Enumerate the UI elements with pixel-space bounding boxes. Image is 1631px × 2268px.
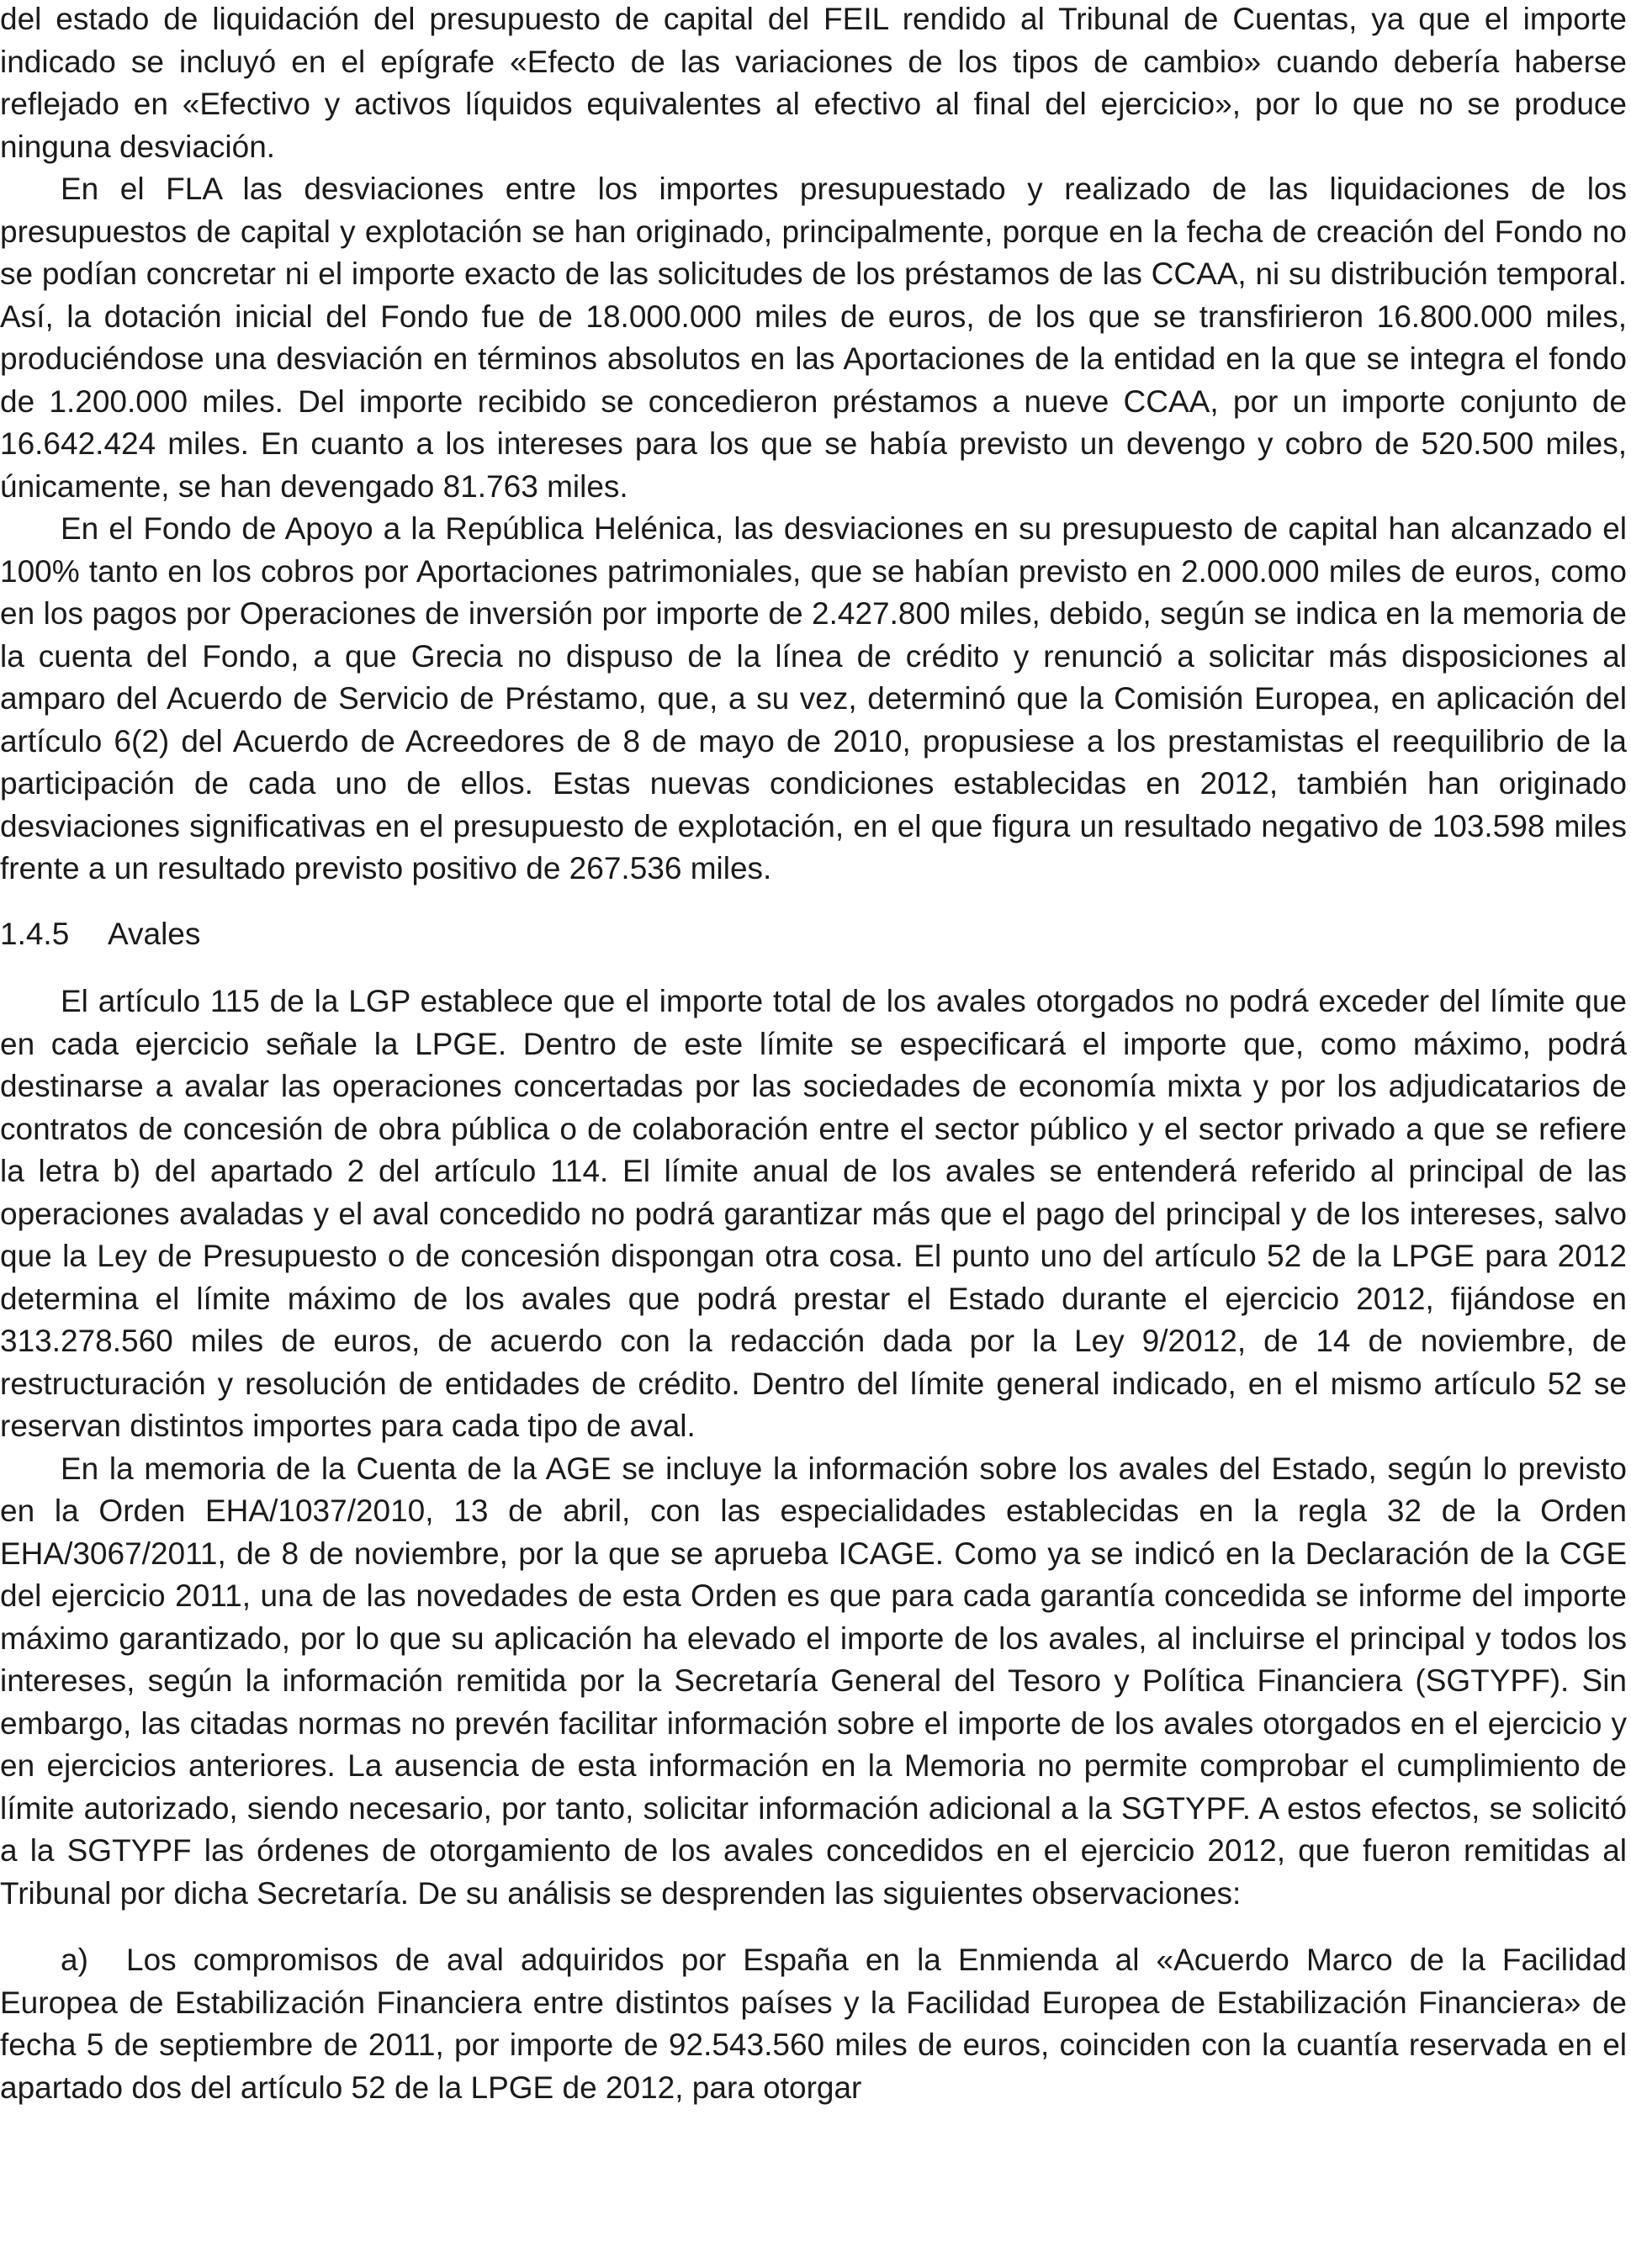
- list-item-a: [0, 1939, 1627, 2109]
- paragraph-fondo-grecia: En el Fondo de Apoyo a la República Helénica, las desviaciones en su presupuesto de capital han alcanzado el 100% tanto en los cobros por Aportaciones patrimoniales, que se habían previsto en 2.000.000 miles de euros, como en los pagos por Operaciones de inversión por importe de 2.427.800 miles, debido, según se indica en la memoria de la cuenta del Fondo, a que Grecia no dispuso de la línea de crédito y renunció a solicitar más disposiciones al amparo del Acuerdo de Servicio de Préstamo, que, a su vez, determinó que la Comisión Europea, en aplicación del artículo 6(2) del Acuerdo de Acreedores de 8 de mayo de 2010, propusiese a los prestamistas el reequilibrio de la participación de cada uno de ellos. Estas nuevas condiciones establecidas en 2012, también han originado desviaciones significativas en el presupuesto de explotación, en el que figura un resultado negativo de 103.598 miles frente a un resultado previsto positivo de 267.536 miles.: [0, 511, 1627, 886]
- paragraph-feil-continuation: del estado de liquidación del presupuesto de capital del FEIL rendido al Tribunal de Cuentas, ya que el importe indicado se incluyó en el epígrafe «Efecto de las variaciones de los tipos de cambio» cuando debería haberse reflejado en «Efectivo y activos líquidos equivalentes al efectivo al final del ejercicio», por lo que no se produce ninguna desviación.: [0, 2, 1627, 164]
- paragraph-memoria-age: En la memoria de la Cuenta de la AGE se incluye la información sobre los avales del Estado, según lo previsto en la Orden EHA/1037/2010, 13 de abril, con las especialidades establecidas en la regla 32 de la Orden EHA/3067/2011, de 8 de noviembre, por la que se aprueba ICAGE. Como ya se indicó en la Declaración de la CGE del ejercicio 2011, una de las novedades de esta Orden es que para cada garantía concedida se informe del importe máximo garantizado, por lo que su aplicación ha elevado el importe de los avales, al incluirse el principal y todos los intereses, según la información remitida por la Secretaría General del Tesoro y Política Financiera (SGTYPF). Sin embargo, las citadas normas no prevén facilitar información sobre el importe de los avales otorgados en el ejercicio y en ejercicios anteriores. La ausencia de esta información en la Memoria no permite comprobar el cumplimiento de límite autorizado, siendo necesario, por tanto, solicitar información adicional a la SGTYPF. A estos efectos, se solicitó a la SGTYPF las órdenes de otorgamiento de los avales concedidos en el ejercicio 2012, que fueron remitidas al Tribunal por dicha Secretaría. De su análisis se desprenden las siguientes observaciones:: [0, 1451, 1627, 1911]
- section-number: 1.4.5: [0, 916, 70, 951]
- section-title: Avales: [108, 916, 201, 951]
- list-item-text: Los compromisos de aval adquiridos por España en la Enmienda al «Acuerdo Marco de la Facilidad Europea de Estabilización Financiera entre distintos países y la Facilidad Europea de Estabilización Financiera» de fecha 5 de septiembre de 2011, por importe de 92.543.560 miles de euros, coinciden con la cuantía reservada en el apartado dos del artículo 52 de la LPGE de 2012, para otorgar: [0, 1943, 1627, 2105]
- list-item-label: a): [61, 1943, 88, 1977]
- section-heading: [0, 913, 1627, 956]
- paragraph-fla: En el FLA las desviaciones entre los importes presupuestado y realizado de las liquidaciones de los presupuestos de capital y explotación se han originado, principalmente, porque en la fecha de creación del Fondo no se podían concretar ni el importe exacto de las solicitudes de los préstamos de las CCAA, ni su distribución temporal. Así, la dotación inicial del Fondo fue de 18.000.000 miles de euros, de los que se transfirieron 16.800.000 miles, produciéndose una desviación en términos absolutos en las Aportaciones de la entidad en la que se integra el fondo de 1.200.000 miles. Del importe recibido se concedieron préstamos a nueve CCAA, por un importe conjunto de 16.642.424 miles. En cuanto a los intereses para los que se había previsto un devengo y cobro de 520.500 miles, únicamente, se han devengado 81.763 miles.: [0, 172, 1627, 504]
- paragraph-articulo-115: El artículo 115 de la LGP establece que el importe total de los avales otorgados no podrá exceder del límite que en cada ejercicio señale la LPGE. Dentro de este límite se especificará el importe que, como máximo, podrá destinarse a avalar las operaciones concertadas por las sociedades de economía mixta y por los adjudicatarios de contratos de concesión de obra pública o de colaboración entre el sector público y el sector privado a que se refiere la letra b) del apartado 2 del artículo 114. El límite anual de los avales se entenderá referido al principal de las operaciones avaladas y el aval concedido no podrá garantizar más que el pago del principal y de los intereses, salvo que la Ley de Presupuesto o de concesión dispongan otra cosa. El punto uno del artículo 52 de la LPGE para 2012 determina el límite máximo de los avales que podrá prestar el Estado durante el ejercicio 2012, fijándose en 313.278.560 miles de euros, de acuerdo con la redacción dada por la Ley 9/2012, de 14 de noviembre, de restructuración y resolución de entidades de crédito. Dentro del límite general indicado, en el mismo artículo 52 se reservan distintos importes para cada tipo de aval.: [0, 984, 1627, 1443]
